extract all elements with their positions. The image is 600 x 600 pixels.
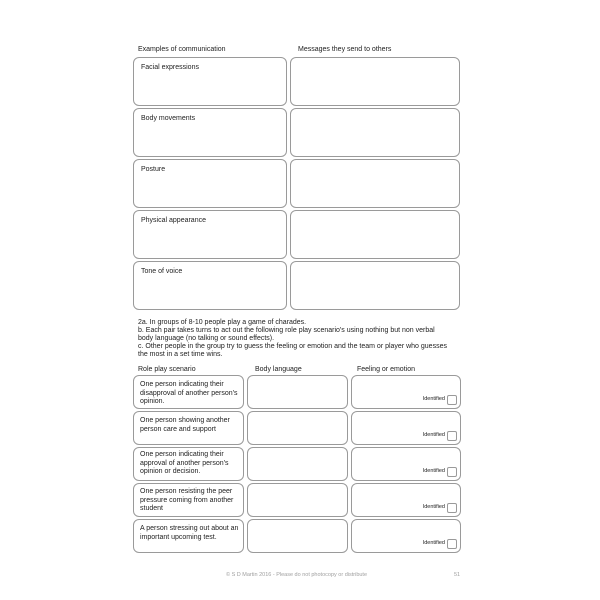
identified-checkbox[interactable] (447, 431, 457, 441)
instruction-line: 2a. In groups of 8-10 people play a game of charades. (138, 319, 307, 326)
col-header-scenario: Role play scenario (138, 366, 196, 373)
identified-label: Identified (422, 432, 445, 438)
scenario-text-line: important upcoming test. (140, 533, 217, 541)
examples-cell (133, 261, 287, 310)
examples-label: Tone of voice (141, 268, 183, 275)
messages-field[interactable] (290, 210, 460, 259)
identified-label: Identified (422, 396, 445, 402)
instruction-line: body language (no talking or sound effects). (138, 335, 275, 342)
examples-label: Body movements (141, 115, 196, 122)
body-language-field[interactable] (247, 411, 348, 445)
examples-cell (133, 159, 287, 208)
body-language-field[interactable] (247, 519, 348, 553)
footer-copyright: © S D Martin 2016 - Please do not photocopy or distribute (226, 572, 368, 578)
body-language-field[interactable] (247, 375, 348, 409)
scenario-text-line: One person indicating their (140, 451, 224, 458)
scenario-cell (133, 519, 244, 553)
messages-field[interactable] (290, 108, 460, 157)
col-header-messages: Messages they send to others (298, 46, 392, 53)
messages-field[interactable] (290, 57, 460, 106)
scenario-text-line: disapproval of another person's (140, 389, 238, 397)
scenario-cell (133, 447, 244, 481)
scenario-text-line: One person indicating their (140, 381, 224, 388)
scenario-cell (133, 483, 244, 517)
scenario-text-line: One person resisting the peer (140, 488, 233, 495)
feeling-field[interactable] (351, 375, 461, 409)
identified-checkbox[interactable] (447, 503, 457, 513)
examples-label: Posture (141, 166, 166, 173)
examples-label: Physical appearance (141, 217, 206, 224)
feeling-field[interactable] (351, 447, 461, 481)
instruction-line: c. Other people in the group try to guess the feeling or emotion and the team or player who guesses (138, 343, 447, 350)
scenario-text-line: A person stressing out about an (140, 525, 239, 532)
feeling-field[interactable] (351, 483, 461, 517)
examples-cell (133, 108, 287, 157)
instruction-line: the most in a set time wins. (138, 351, 223, 358)
page-number: 51 (454, 572, 461, 578)
identified-label: Identified (422, 540, 445, 546)
col-header-feeling: Feeling or emotion (357, 366, 415, 373)
body-language-field[interactable] (247, 447, 348, 481)
col-header-body-language: Body language (255, 366, 302, 373)
scenario-text-line: opinion or decision. (140, 468, 201, 475)
feeling-field[interactable] (351, 519, 461, 553)
body-language-field[interactable] (247, 483, 348, 517)
messages-field[interactable] (290, 261, 460, 310)
instruction-line: b. Each pair takes turns to act out the following role play scenario's using nothing but non verbal (138, 327, 435, 334)
scenario-text-line: student (140, 505, 163, 512)
examples-cell (133, 57, 287, 106)
scenario-text-line: opinion. (140, 398, 165, 405)
examples-cell (133, 210, 287, 259)
scenario-cell (133, 375, 244, 409)
scenario-text-line: One person showing another (140, 417, 230, 424)
feeling-field[interactable] (351, 411, 461, 445)
examples-label: Facial expressions (141, 64, 199, 71)
identified-label: Identified (422, 504, 445, 510)
messages-field[interactable] (290, 159, 460, 208)
scenario-text-line: person care and support (140, 425, 216, 433)
identified-label: Identified (422, 468, 445, 474)
scenario-cell (133, 411, 244, 445)
col-header-examples: Examples of communication (138, 46, 226, 53)
scenario-text-line: approval of another person's (140, 459, 229, 467)
identified-checkbox[interactable] (447, 467, 457, 477)
identified-checkbox[interactable] (447, 395, 457, 405)
identified-checkbox[interactable] (447, 539, 457, 549)
scenario-text-line: pressure coming from another (140, 496, 234, 504)
